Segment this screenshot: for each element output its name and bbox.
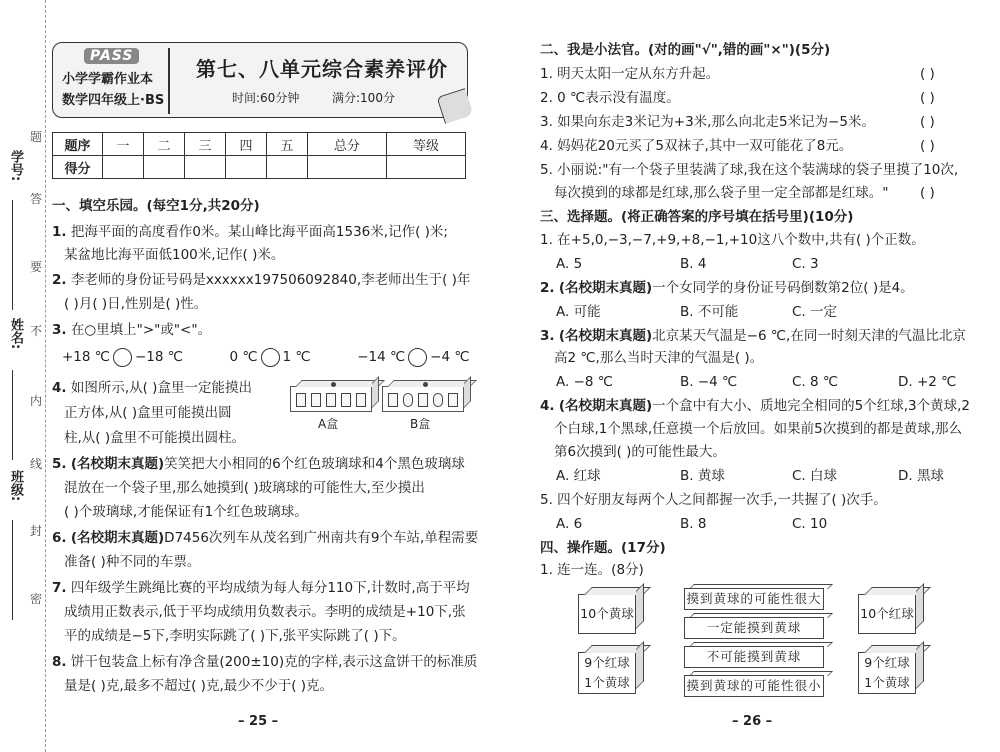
judge-answer[interactable]: ( ) — [920, 66, 935, 82]
binding-char: 答 — [30, 192, 43, 206]
section-3-title: 三、选择题。(将正确答案的序号填在括号里)(10分) — [540, 209, 854, 225]
question-text: 混放在一个袋子里,那么她摸到( )玻璃球的可能性大,至少摸出 — [64, 480, 425, 496]
question-source-tag: (名校期末真题) — [70, 530, 165, 546]
compare-circle[interactable] — [261, 348, 280, 367]
student-number-label: 学号: — [8, 150, 23, 182]
box-10-yellow-left[interactable] — [578, 594, 636, 634]
compare-value: 0 ℃ — [229, 349, 258, 365]
cube-shape — [311, 393, 321, 407]
question-number: 3. — [540, 328, 555, 344]
box-opening — [423, 382, 428, 387]
compare-circle[interactable] — [113, 348, 132, 367]
judge-statement: 3. 如果向东走3米记为+3米,那么向北走5米记为−5米。 — [540, 114, 875, 130]
choice-option[interactable]: B. 不可能 — [680, 304, 739, 320]
table-cell: 二 — [143, 133, 184, 156]
cube-shape — [418, 393, 428, 407]
option-low-probability[interactable] — [684, 675, 824, 697]
question-source-tag: (名校期末真题) — [558, 398, 653, 414]
box-opening — [331, 382, 336, 387]
question-number: 4. — [540, 398, 555, 414]
question-number: 2. — [540, 280, 555, 296]
box-b-illustration — [382, 386, 464, 412]
cube-shape — [388, 393, 398, 407]
box-label: 10个黄球 — [580, 606, 634, 621]
score-cell[interactable] — [184, 156, 225, 179]
cube-shape — [326, 393, 336, 407]
name-label: 姓名: — [8, 318, 23, 350]
score-cell[interactable] — [225, 156, 266, 179]
question-number: 7. — [52, 580, 67, 596]
exam-full-score: 满分:100分 — [332, 91, 395, 105]
section-4-title: 四、操作题。(17分) — [540, 540, 666, 556]
question-text: 量是( )克,最多不超过( )克,最少不少于( )克。 — [64, 678, 334, 694]
compare-value: 1 ℃ — [282, 349, 311, 365]
question-text: 如图所示,从( )盒里一定能摸出 — [70, 380, 252, 396]
table-cell: 题序 — [53, 133, 103, 156]
box-label: 1个黄球 — [584, 675, 630, 690]
score-table-score-row — [53, 156, 466, 179]
choice-question: 高2 ℃,那么当时天津的气温是( )。 — [554, 350, 764, 366]
cylinder-shape — [433, 393, 443, 407]
question-text: 成绩用正数表示,低于平均成绩用负数表示。李明的成绩是+10下,张 — [64, 604, 466, 620]
question-text: 平的成绩是−5下,李明实际跳了( )下,张平实际跳了( )下。 — [64, 628, 406, 644]
choice-option[interactable]: A. 红球 — [556, 468, 601, 484]
question-text: 正方体,从( )盒里可能摸出圆 — [64, 405, 232, 421]
judge-statement: 4. 妈妈花20元买了5双袜子,其中一双可能花了8元。 — [540, 138, 853, 154]
binding-char: 要 — [30, 260, 43, 274]
score-cell[interactable] — [103, 156, 144, 179]
choice-question: 第6次摸到( )的可能性最大。 — [554, 444, 726, 460]
matching-instruction: 1. 连一连。(8分) — [540, 562, 644, 578]
score-cell[interactable] — [143, 156, 184, 179]
brand-logo: PASS — [84, 48, 139, 64]
compare-value: +18 ℃ — [62, 349, 110, 365]
cube-shape — [448, 393, 458, 407]
choice-question: 一个女同学的身份证号码倒数第2位( )是4。 — [652, 280, 914, 296]
compare-value: −14 ℃ — [357, 349, 406, 365]
score-table — [52, 132, 466, 179]
choice-option[interactable]: A. −8 ℃ — [556, 374, 613, 390]
option-label: 不可能摸到黄球 — [706, 649, 802, 664]
page-number-right: – 26 – — [732, 714, 773, 729]
choice-question: 1. 在+5,0,−3,−7,+9,+8,−1,+10这八个数中,共有( )个正数。 — [540, 232, 925, 248]
binding-char: 不 — [30, 324, 43, 338]
score-cell[interactable] — [386, 156, 465, 179]
score-table-header-row — [53, 133, 466, 156]
option-impossible[interactable] — [684, 646, 824, 668]
table-cell: 等级 — [386, 133, 465, 156]
judge-answer[interactable]: ( ) — [920, 185, 935, 201]
choice-option[interactable]: A. 6 — [556, 516, 583, 532]
option-label: 摸到黄球的可能性很大 — [686, 591, 822, 606]
exam-time: 时间:60分钟 — [232, 91, 300, 105]
option-label: 摸到黄球的可能性很小 — [686, 678, 822, 693]
question-number: 4. — [52, 380, 67, 396]
option-high-probability[interactable] — [684, 588, 824, 610]
box-10-red-right[interactable] — [858, 594, 916, 634]
choice-question: 个白球,1个黑球,任意摸一个后放回。如果前5次摸到的都是黄球,那么 — [554, 421, 963, 437]
question-text: 李老师的身份证号码是xxxxxx197506092840,李老师出生于( )年 — [70, 272, 471, 288]
question-text: 准备( )种不同的车票。 — [64, 554, 201, 570]
choice-option[interactable]: C. 一定 — [792, 304, 838, 320]
box-9-red-1-yellow-right[interactable] — [858, 652, 916, 694]
name-line — [12, 370, 13, 460]
box-9-red-1-yellow-left[interactable] — [578, 652, 636, 694]
question-source-tag: (名校期末真题) — [558, 280, 653, 296]
option-label: 一定能摸到黄球 — [706, 620, 802, 635]
question-number: 1. — [52, 224, 67, 240]
box-label: 9个红球 — [864, 655, 910, 670]
compare-row — [62, 346, 470, 368]
binding-char: 线 — [30, 457, 43, 471]
judge-answer[interactable]: ( ) — [920, 114, 935, 130]
header-divider — [168, 48, 170, 114]
choice-option[interactable]: C. 10 — [792, 516, 828, 532]
question-number: 8. — [52, 654, 67, 670]
class-line — [12, 520, 13, 620]
box-label: 9个红球 — [584, 655, 630, 670]
question-source-tag: (名校期末真题) — [558, 328, 653, 344]
question-number: 5. — [52, 456, 67, 472]
section-1-title: 一、填空乐园。(每空1分,共20分) — [52, 198, 260, 214]
table-cell: 总分 — [307, 133, 386, 156]
table-cell: 四 — [225, 133, 266, 156]
question-text: ( )个玻璃球,才能保证有1个红色玻璃球。 — [64, 504, 308, 520]
judge-statement: 每次摸到的球都是红球,那么袋子里一定全部都是红球。" — [554, 185, 889, 201]
judge-statement: 5. 小丽说:"有一个袋子里装满了球,我在这个装满球的袋子里摸了10次, — [540, 162, 959, 178]
choice-option[interactable]: C. 3 — [792, 256, 819, 272]
choice-option[interactable]: B. 4 — [680, 256, 707, 272]
choice-option[interactable]: C. 白球 — [792, 468, 838, 484]
binding-char: 密 — [30, 592, 43, 606]
choice-option[interactable]: A. 可能 — [556, 304, 601, 320]
binding-char: 内 — [30, 394, 43, 408]
page-title: 第七、八单元综合素养评价 — [196, 57, 448, 81]
choice-option[interactable]: B. −4 ℃ — [680, 374, 738, 390]
table-cell: 五 — [266, 133, 307, 156]
choice-option[interactable]: C. 8 ℃ — [792, 374, 839, 390]
choice-question: 北京某天气温是−6 ℃,在同一时刻天津的气温比北京 — [652, 328, 966, 344]
box-a-illustration — [290, 386, 372, 412]
question-text: 笑笑把大小相同的6个红色玻璃球和4个黑色玻璃球 — [164, 456, 465, 472]
question-text: 柱,从( )盒里不可能摸出圆柱。 — [64, 430, 246, 446]
binding-char: 封 — [30, 524, 43, 538]
question-text: 四年级学生跳绳比赛的平均成绩为每人每分110下,计数时,高于平均 — [70, 580, 470, 596]
cube-shape — [296, 393, 306, 407]
question-number: 3. — [52, 322, 67, 338]
choice-option[interactable]: A. 5 — [556, 256, 583, 272]
table-cell: 三 — [184, 133, 225, 156]
compare-circle[interactable] — [408, 348, 427, 367]
score-cell[interactable] — [266, 156, 307, 179]
section-2-title: 二、我是小法官。(对的画"√",错的画"×")(5分) — [540, 42, 831, 58]
box-label: 1个黄球 — [864, 675, 910, 690]
judge-statement: 2. 0 ℃表示没有温度。 — [540, 90, 680, 106]
series-name: 小学学霸作业本 — [62, 72, 154, 87]
score-cell[interactable] — [307, 156, 386, 179]
page-number-left: – 25 – — [238, 714, 279, 729]
choice-option[interactable]: B. 8 — [680, 516, 707, 532]
question-text: 饼干包装盒上标有净含量(200±10)克的字样,表示这盒饼干的标准质 — [70, 654, 478, 670]
table-cell: 得分 — [53, 156, 103, 179]
question-text: D7456次列车从茂名到广州南共有9个车站,单程需要 — [164, 530, 479, 546]
question-number: 6. — [52, 530, 67, 546]
box-b-label: B盒 — [410, 417, 431, 431]
student-number-line — [12, 200, 13, 310]
judge-answer[interactable]: ( ) — [920, 90, 935, 106]
choice-option[interactable]: D. 黑球 — [898, 468, 944, 484]
question-source-tag: (名校期末真题) — [70, 456, 165, 472]
choice-question: 一个盒中有大小、质地完全相同的5个红球,3个黄球,2 — [652, 398, 971, 414]
choice-option[interactable]: B. 黄球 — [680, 468, 725, 484]
box-a-label: A盒 — [318, 417, 339, 431]
question-text: 把海平面的高度看作0米。某山峰比海平面高1536米,记作( )米; — [70, 224, 448, 240]
question-text: 某盆地比海平面低100米,记作( )米。 — [64, 247, 285, 263]
binding-char: 题 — [30, 130, 43, 144]
binding-margin — [0, 0, 46, 752]
choice-option[interactable]: D. +2 ℃ — [898, 374, 957, 390]
cube-shape — [356, 393, 366, 407]
judge-statement: 1. 明天太阳一定从东方升起。 — [540, 66, 720, 82]
cube-shape — [341, 393, 351, 407]
table-cell: 一 — [103, 133, 144, 156]
box-label: 10个红球 — [860, 606, 914, 621]
cylinder-shape — [403, 393, 413, 407]
question-number: 2. — [52, 272, 67, 288]
question-text: 在○里填上">"或"<"。 — [70, 322, 212, 338]
choice-question: 5. 四个好朋友每两个人之间都握一次手,一共握了( )次手。 — [540, 492, 887, 508]
compare-value: −18 ℃ — [134, 349, 183, 365]
option-certain[interactable] — [684, 617, 824, 639]
series-grade: 数学四年级上·BS — [62, 93, 165, 108]
judge-answer[interactable]: ( ) — [920, 138, 935, 154]
question-text: ( )月( )日,性别是( )性。 — [64, 296, 208, 312]
compare-value: −4 ℃ — [430, 349, 470, 365]
class-label: 班级: — [8, 470, 23, 502]
